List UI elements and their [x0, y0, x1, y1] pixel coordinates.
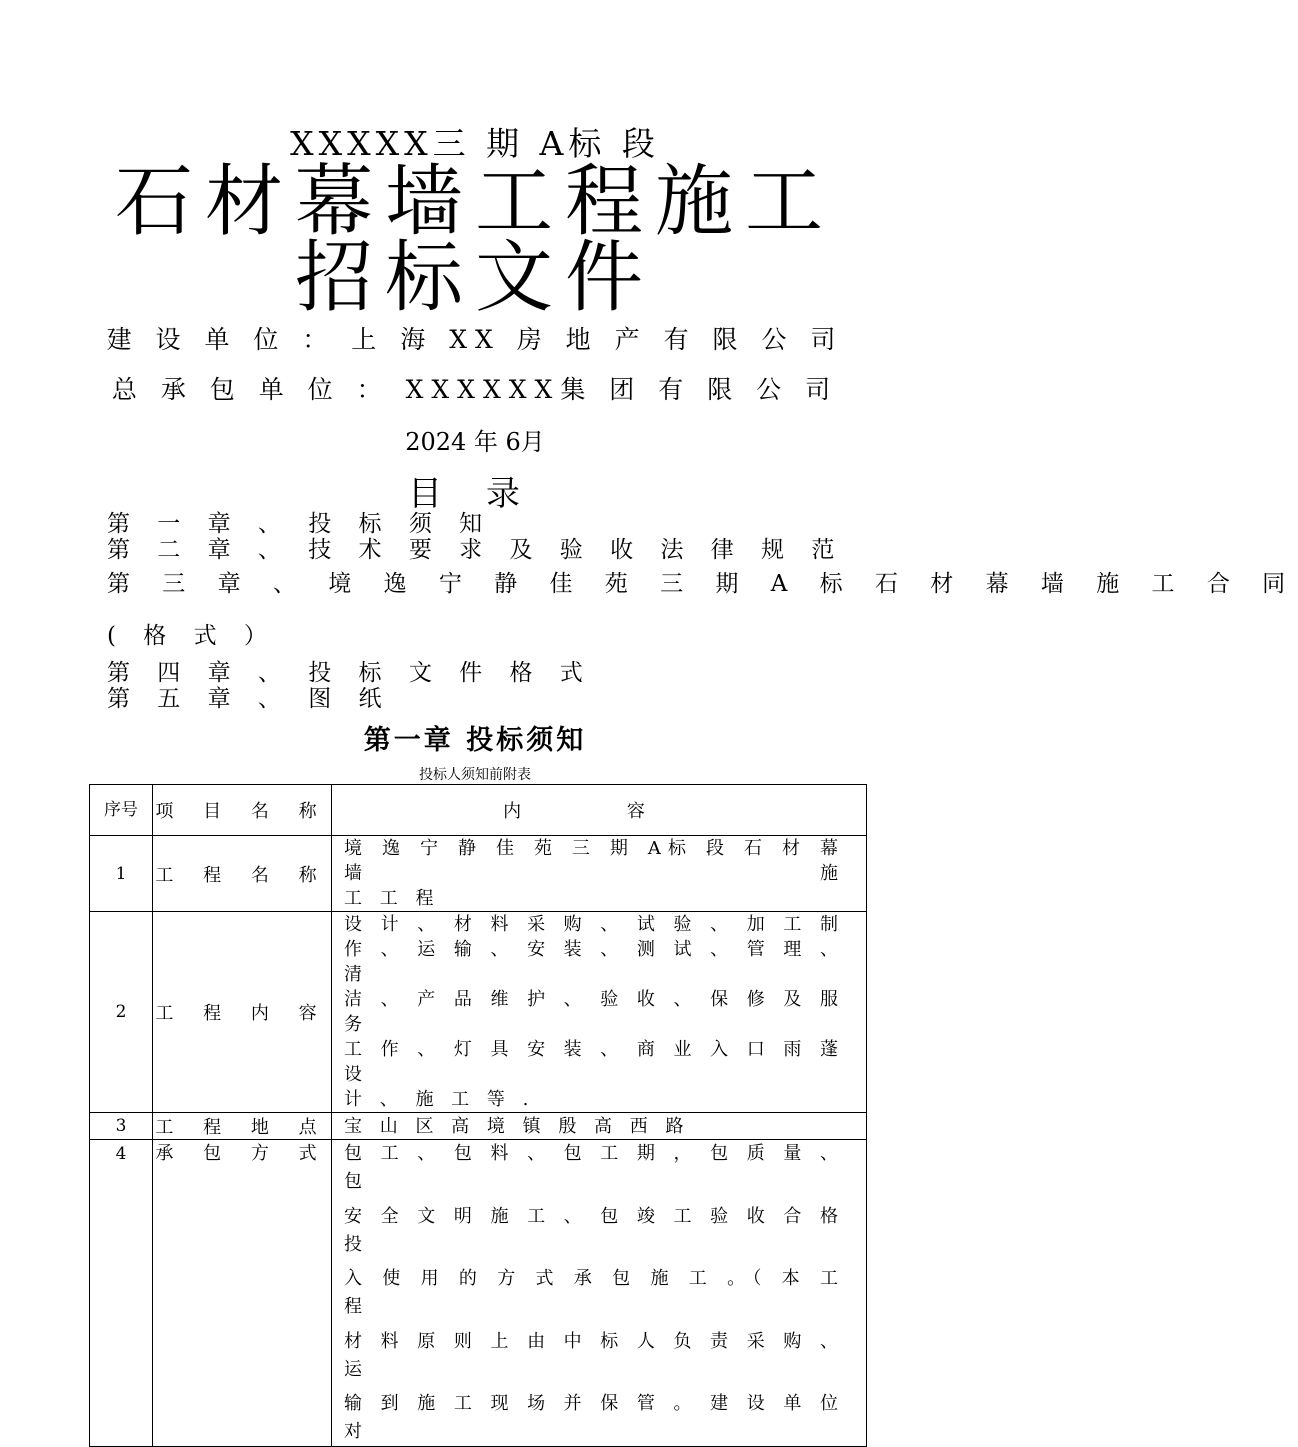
content-line: 宝 山 区 高 境 镇 殷 高 西 路: [344, 1115, 690, 1137]
row-number: 1: [90, 836, 153, 912]
toc-item-chapter-2: 第 二 章 、 技 术 要 求 及 验 收 法 律 规 范: [107, 537, 845, 563]
row-item-name: 工 程 内 容: [153, 912, 332, 1113]
content-line: 洁 、 产 品 维 护 、 验 收 、 保 修 及 服 务: [344, 989, 844, 1035]
content-line: 入 使 用 的 方 式 承 包 施 工 。（ 本 工 程: [344, 1268, 844, 1317]
row-item-name: 工 程 名 称: [153, 836, 332, 912]
project-subtitle: XXXXX三 期 A标 段: [290, 124, 660, 163]
content-line: 计 、 施 工 等 .: [344, 1089, 535, 1110]
toc-item-chapter-4: 第 四 章 、 投 标 文 件 格 式: [107, 660, 593, 686]
table-row: [90, 1140, 867, 1447]
row-number: 4: [90, 1140, 153, 1447]
content-line: 工 作 、 灯 具 安 装 、 商 业 入 口 雨 蓬 设: [344, 1039, 844, 1085]
document-title-line-1: 石材幕墙工程施工: [114, 157, 835, 247]
header-serial-no: 序号: [90, 785, 153, 836]
toc-item-chapter-5: 第 五 章 、 图 纸: [107, 686, 392, 712]
content-line: 作 、 运 输 、 安 装 、 测 试 、 管 理 、 清: [344, 939, 844, 985]
content-line: 包 工 、 包 料 、 包 工 期 ， 包 质 量 、 包: [344, 1143, 844, 1192]
table-header-row: [90, 785, 867, 836]
row-content: [332, 836, 867, 912]
table-row: [90, 912, 867, 1113]
document-date: 2024 年 6月: [405, 428, 545, 456]
row-number: 3: [90, 1113, 153, 1140]
table-caption: 投标人须知前附表: [419, 767, 531, 783]
toc-item-chapter-1: 第 一 章 、 投 标 须 知: [107, 511, 493, 537]
document-title-line-2: 招标文件: [294, 233, 655, 323]
header-item-name: 项 目 名 称: [153, 785, 332, 836]
chapter-1-title: 第一章 投标须知: [363, 725, 587, 756]
bidder-instructions-table: [89, 784, 867, 1447]
content-line: 工 工 程: [344, 888, 440, 909]
toc-title: 目录: [408, 474, 564, 514]
builder-unit: 建 设 单 位 ： 上 海 XX 房 地 产 有 限 公 司: [106, 325, 844, 354]
row-item-name: 承 包 方 式: [153, 1140, 332, 1447]
row-content: [332, 912, 867, 1113]
header-content: 内 容: [332, 785, 867, 836]
toc-item-chapter-3-continued: ( 格 式 ）: [107, 623, 277, 649]
content-line: 输 到 施 工 现 场 并 保 管 。 建 设 单 位 对: [344, 1393, 844, 1442]
row-content: [332, 1113, 867, 1140]
row-number: 2: [90, 912, 153, 1113]
table-row: [90, 836, 867, 912]
row-content: [332, 1140, 867, 1447]
content-line: 安 全 文 明 施 工 、 包 竣 工 验 收 合 格 投: [344, 1205, 844, 1255]
row-item-name: 工 程 地 点: [153, 1113, 332, 1140]
table-row: [90, 1113, 867, 1140]
general-contractor-unit: 总 承 包 单 位 ： XXXXXX集 团 有 限 公 司: [111, 375, 839, 404]
toc-item-chapter-3: 第 三 章 、 境 逸 宁 静 佳 苑 三 期 A 标 石 材 幕 墙 施 工 合 同: [107, 571, 1298, 597]
content-line: 境 逸 宁 静 佳 苑 三 期 A标 段 石 材 幕 墙 施: [344, 838, 844, 884]
content-line: 设 计 、 材 料 采 购 、 试 验 、 加 工 制: [344, 914, 844, 935]
content-line: 材 料 原 则 上 由 中 标 人 负 责 采 购 、 运: [344, 1330, 844, 1380]
